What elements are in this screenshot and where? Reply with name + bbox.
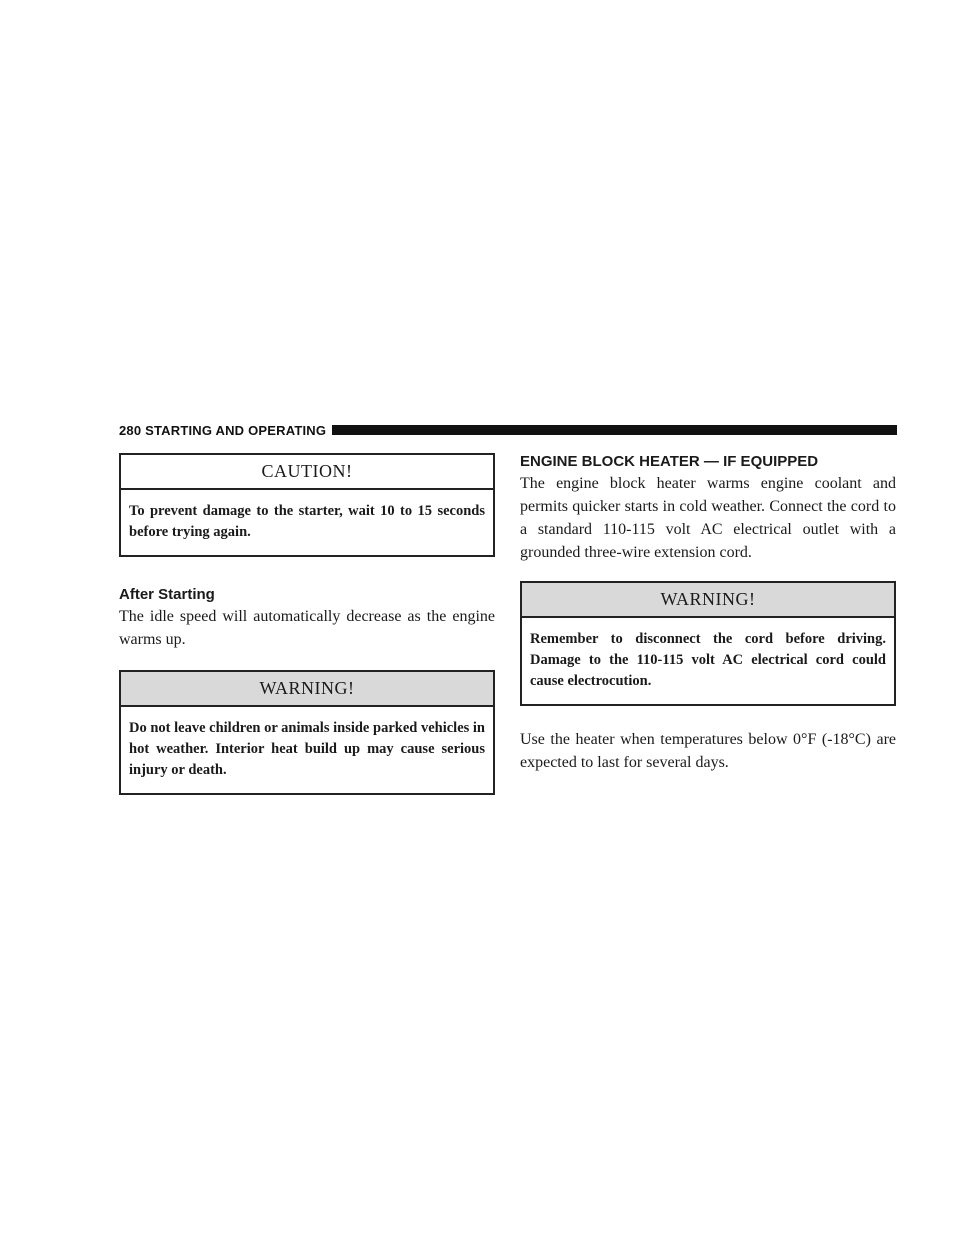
right-warning-body: Remember to disconnect the cord before driving. Damage to the 110-115 volt AC electrical cord could cause electrocution. xyxy=(530,631,886,689)
right-warning-box xyxy=(520,581,896,706)
right-column xyxy=(520,453,896,774)
engine-block-heater-text: The engine block heater warms engine coolant and permits quicker starts in cold weather. Connect the cord to a standard 110-115 volt AC electrical outlet with a grounded three-wire extension cord. xyxy=(520,475,896,561)
after-starting-text: The idle speed will automatically decrease as the engine warms up. xyxy=(119,608,495,648)
left-warning-box xyxy=(119,670,495,795)
heater-usage-text: Use the heater when temperatures below 0°F (-18°C) are expected to last for several days. xyxy=(520,731,896,771)
engine-block-heater-heading: ENGINE BLOCK HEATER — IF EQUIPPED xyxy=(520,453,819,470)
after-starting-heading: After Starting xyxy=(119,586,215,603)
caution-title: CAUTION! xyxy=(121,455,493,490)
caution-body: To prevent damage to the starter, wait 10 to 15 seconds before trying again. xyxy=(129,503,485,540)
right-warning-title: WARNING! xyxy=(522,583,894,618)
left-warning-body: Do not leave children or animals inside parked vehicles in hot weather. Interior heat build up may cause serious injury or death. xyxy=(129,720,485,778)
left-warning-title: WARNING! xyxy=(121,672,493,707)
header-rule-bar xyxy=(332,425,897,435)
left-column xyxy=(119,453,495,795)
running-header xyxy=(119,420,897,440)
caution-box xyxy=(119,453,495,557)
running-head-text: 280 STARTING AND OPERATING xyxy=(119,422,327,438)
